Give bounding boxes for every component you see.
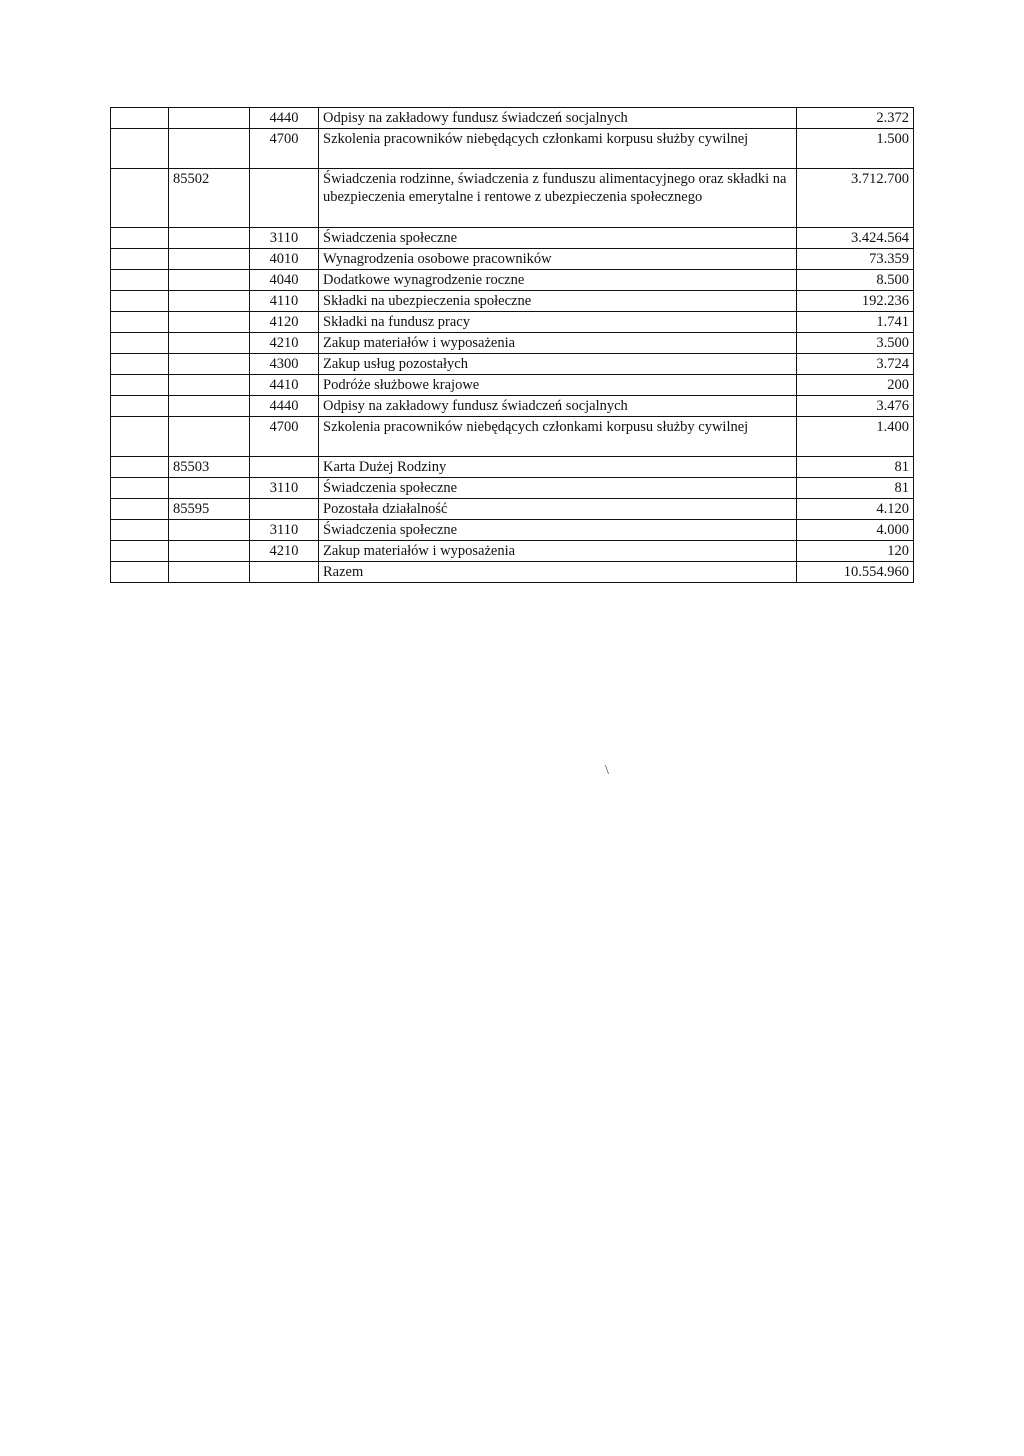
- paragraf-cell: 4300: [250, 354, 319, 375]
- kwota-cell: 1.741: [797, 312, 914, 333]
- table-row: [111, 129, 914, 169]
- rozdzial-cell: [169, 249, 250, 270]
- nazwa-cell: Zakup materiałów i wyposażenia: [319, 333, 797, 354]
- dzial-cell: [111, 333, 169, 354]
- nazwa-cell: Odpisy na zakładowy fundusz świadczeń socjalnych: [319, 396, 797, 417]
- dzial-cell: [111, 375, 169, 396]
- table-row: [111, 417, 914, 457]
- rozdzial-cell: [169, 354, 250, 375]
- nazwa-cell: Zakup usług pozostałych: [319, 354, 797, 375]
- table-row: [111, 499, 914, 520]
- paragraf-cell: [250, 499, 319, 520]
- stray-mark: \: [605, 763, 609, 778]
- nazwa-cell: Świadczenia rodzinne, świadczenia z funduszu alimentacyjnego oraz składki na ubezpieczenia emerytalne i rentowe z ubezpieczenia społecznego: [319, 169, 797, 228]
- table-row: [111, 249, 914, 270]
- kwota-cell: 200: [797, 375, 914, 396]
- kwota-cell: 3.724: [797, 354, 914, 375]
- paragraf-cell: [250, 457, 319, 478]
- paragraf-cell: 4410: [250, 375, 319, 396]
- dzial-cell: [111, 291, 169, 312]
- table-row: [111, 520, 914, 541]
- nazwa-cell: Szkolenia pracowników niebędących członkami korpusu służby cywilnej: [319, 417, 797, 457]
- nazwa-cell: Świadczenia społeczne: [319, 478, 797, 499]
- rozdzial-cell: [169, 417, 250, 457]
- nazwa-cell: Szkolenia pracowników niebędących członkami korpusu służby cywilnej: [319, 129, 797, 169]
- rozdzial-cell: [169, 541, 250, 562]
- rozdzial-cell: [169, 562, 250, 583]
- paragraf-cell: 4440: [250, 396, 319, 417]
- kwota-cell: 3.476: [797, 396, 914, 417]
- table-row: [111, 169, 914, 228]
- total-label: Razem: [319, 562, 797, 583]
- nazwa-cell: Dodatkowe wynagrodzenie roczne: [319, 270, 797, 291]
- kwota-cell: 3.712.700: [797, 169, 914, 228]
- table-row: [111, 457, 914, 478]
- rozdzial-cell: [169, 520, 250, 541]
- table-row: [111, 333, 914, 354]
- dzial-cell: [111, 520, 169, 541]
- kwota-cell: 81: [797, 478, 914, 499]
- dzial-cell: [111, 228, 169, 249]
- paragraf-cell: [250, 169, 319, 228]
- kwota-cell: 4.120: [797, 499, 914, 520]
- rozdzial-cell: [169, 291, 250, 312]
- rozdzial-cell: [169, 375, 250, 396]
- rozdzial-cell: [169, 478, 250, 499]
- dzial-cell: [111, 478, 169, 499]
- table-row: [111, 375, 914, 396]
- nazwa-cell: Wynagrodzenia osobowe pracowników: [319, 249, 797, 270]
- paragraf-cell: 4440: [250, 108, 319, 129]
- dzial-cell: [111, 169, 169, 228]
- paragraf-cell: 4210: [250, 333, 319, 354]
- nazwa-cell: Podróże służbowe krajowe: [319, 375, 797, 396]
- table-row: [111, 228, 914, 249]
- paragraf-cell: 4700: [250, 129, 319, 169]
- table-row: [111, 541, 914, 562]
- kwota-cell: 1.500: [797, 129, 914, 169]
- table-row-total: [111, 562, 914, 583]
- paragraf-cell: 3110: [250, 520, 319, 541]
- dzial-cell: [111, 129, 169, 169]
- rozdzial-cell: [169, 228, 250, 249]
- table-row: [111, 291, 914, 312]
- nazwa-cell: Pozostała działalność: [319, 499, 797, 520]
- table-row: [111, 270, 914, 291]
- paragraf-cell: 4210: [250, 541, 319, 562]
- kwota-cell: 120: [797, 541, 914, 562]
- dzial-cell: [111, 499, 169, 520]
- paragraf-cell: 4120: [250, 312, 319, 333]
- table-row: [111, 312, 914, 333]
- kwota-cell: 192.236: [797, 291, 914, 312]
- rozdzial-cell: [169, 108, 250, 129]
- paragraf-cell: 4700: [250, 417, 319, 457]
- paragraf-cell: [250, 562, 319, 583]
- rozdzial-cell: 85502: [169, 169, 250, 228]
- kwota-cell: 73.359: [797, 249, 914, 270]
- dzial-cell: [111, 457, 169, 478]
- kwota-cell: 3.424.564: [797, 228, 914, 249]
- nazwa-cell: Świadczenia społeczne: [319, 228, 797, 249]
- paragraf-cell: 4040: [250, 270, 319, 291]
- rozdzial-cell: [169, 270, 250, 291]
- kwota-cell: 1.400: [797, 417, 914, 457]
- nazwa-cell: Odpisy na zakładowy fundusz świadczeń socjalnych: [319, 108, 797, 129]
- table-row: [111, 354, 914, 375]
- paragraf-cell: 4010: [250, 249, 319, 270]
- paragraf-cell: 3110: [250, 228, 319, 249]
- kwota-cell: 3.500: [797, 333, 914, 354]
- dzial-cell: [111, 562, 169, 583]
- rozdzial-cell: 85503: [169, 457, 250, 478]
- paragraf-cell: 3110: [250, 478, 319, 499]
- rozdzial-cell: [169, 312, 250, 333]
- dzial-cell: [111, 354, 169, 375]
- total-amount: 10.554.960: [797, 562, 914, 583]
- budget-table: [110, 107, 914, 583]
- dzial-cell: [111, 541, 169, 562]
- nazwa-cell: Zakup materiałów i wyposażenia: [319, 541, 797, 562]
- dzial-cell: [111, 249, 169, 270]
- dzial-cell: [111, 417, 169, 457]
- dzial-cell: [111, 108, 169, 129]
- kwota-cell: 8.500: [797, 270, 914, 291]
- nazwa-cell: Składki na ubezpieczenia społeczne: [319, 291, 797, 312]
- table-row: [111, 478, 914, 499]
- rozdzial-cell: 85595: [169, 499, 250, 520]
- dzial-cell: [111, 396, 169, 417]
- table-row: [111, 396, 914, 417]
- dzial-cell: [111, 312, 169, 333]
- nazwa-cell: Karta Dużej Rodziny: [319, 457, 797, 478]
- table-row: [111, 108, 914, 129]
- kwota-cell: 2.372: [797, 108, 914, 129]
- nazwa-cell: Składki na fundusz pracy: [319, 312, 797, 333]
- paragraf-cell: 4110: [250, 291, 319, 312]
- kwota-cell: 81: [797, 457, 914, 478]
- kwota-cell: 4.000: [797, 520, 914, 541]
- rozdzial-cell: [169, 396, 250, 417]
- rozdzial-cell: [169, 129, 250, 169]
- dzial-cell: [111, 270, 169, 291]
- rozdzial-cell: [169, 333, 250, 354]
- nazwa-cell: Świadczenia społeczne: [319, 520, 797, 541]
